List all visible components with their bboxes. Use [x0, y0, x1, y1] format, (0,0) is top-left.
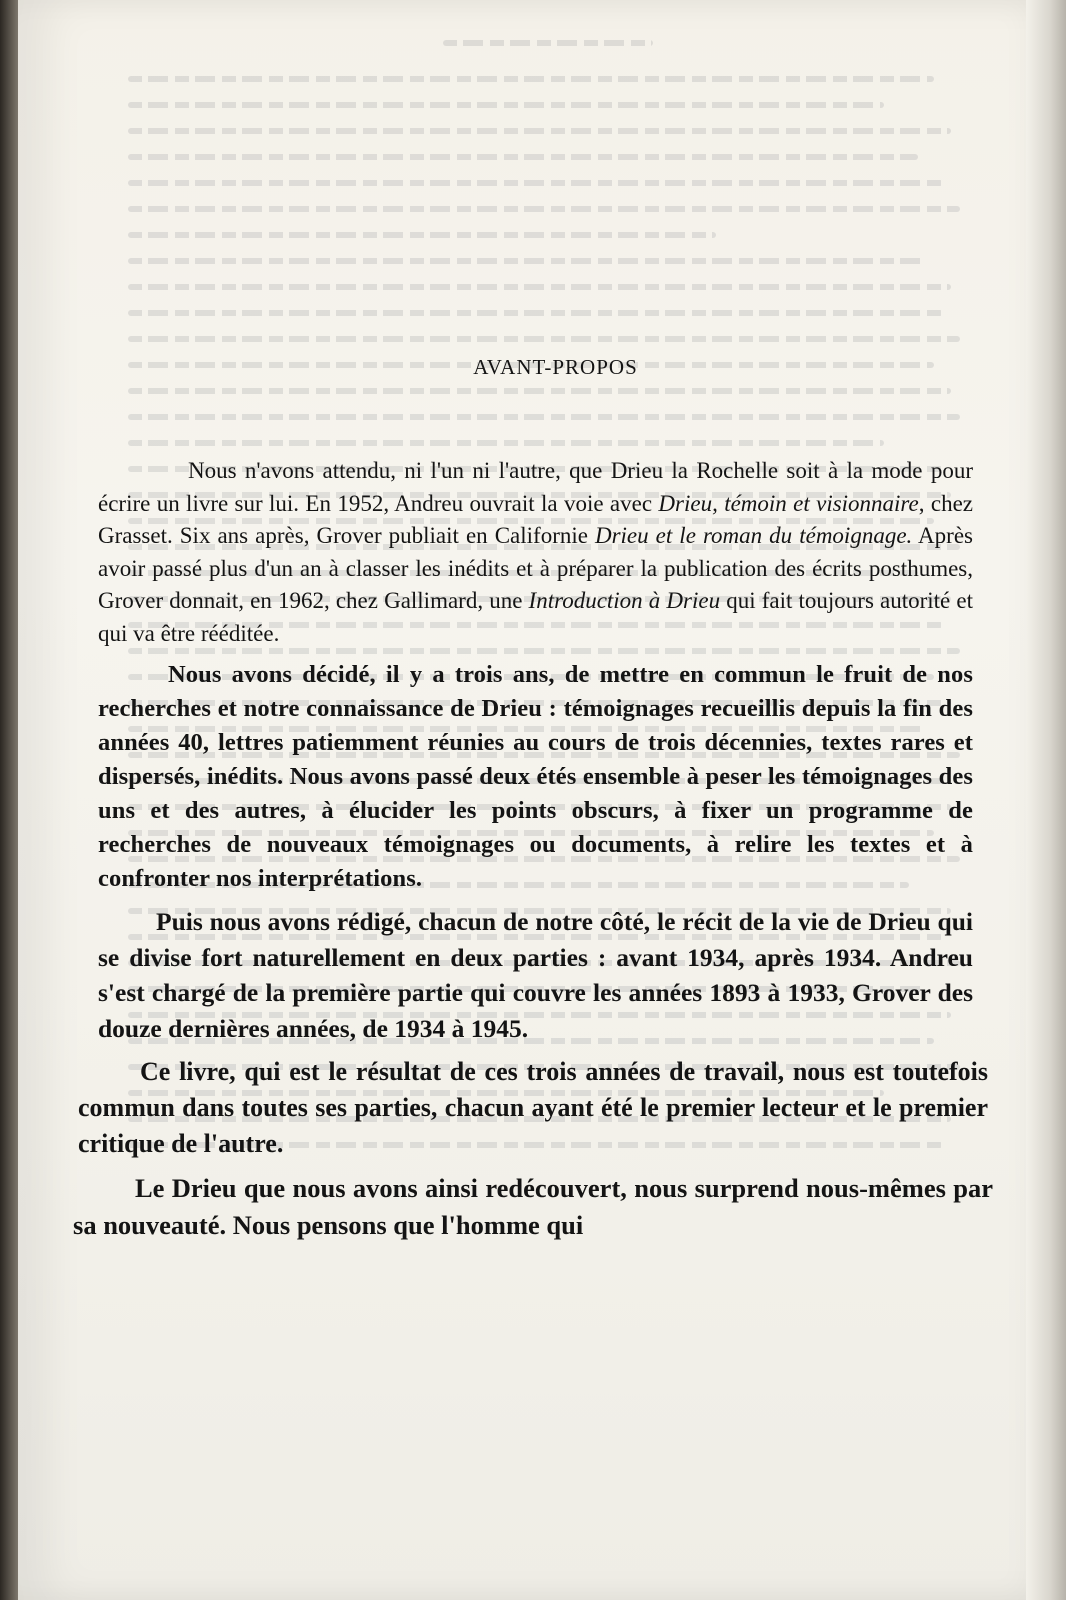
- paragraph-1-text-4: qui fait toujours autorité et qui va être rééditée.: [98, 588, 973, 646]
- paragraph-1-text-1: Nous n'avons attendu, ni l'un ni l'autre, que Drieu la Rochelle soit à la mode pour écrire un livre sur lui. En 1952, Andreu ouvrait la voie avec: [98, 458, 973, 516]
- paragraph-3: Puis nous avons rédigé, chacun de notre côté, le récit de la vie de Drieu qui se divise fort naturellement en deux parties : avant 1934, après 1934. Andreu s'est chargé de la première partie qui couvre les années 1893 à 1933, Grover des douze dernières années, de 1934 à 1945.: [98, 907, 973, 1043]
- paragraph-2: Nous avons décidé, il y a trois ans, de mettre en commun le fruit de nos recherches et notre connaissance de Drieu : témoignages recueillis depuis la fin des années 40, lettres patiemment réunies au cours de trois décennies, textes rares et dispersés, inédits. Nous avons passé deux étés ensemble à peser les témoignages des uns et des autres, à élucider les points obscurs, à fixer un programme de recherches de nouveaux témoignages ou documents, à relire les textes et à confronter nos interprétations.: [98, 661, 973, 892]
- page-edge-right: [1026, 0, 1066, 1600]
- paragraph-4: Ce livre, qui est le résultat de ces trois années de travail, nous est toutefois commun dans toutes ses parties, chacun ayant été le premier lecteur et le premier critique de l'autre.: [78, 1057, 988, 1158]
- book-page: [18, 0, 1048, 1600]
- book-title-temoin-et-visionnaire: Drieu, témoin et visionnaire: [658, 490, 919, 516]
- book-title-introduction-a-drieu: Introduction à Drieu: [528, 588, 721, 613]
- paragraph-1-text-2: , chez Grasset. Six ans après, Grover publiait en Californie: [98, 490, 973, 548]
- paragraph-5: Le Drieu que nous avons ainsi redécouvert, nous surprend nous-mêmes par sa nouveauté. Nous pensons que l'homme qui: [73, 1173, 993, 1240]
- book-title-roman-du-temoignage: Drieu et le roman du témoignage.: [594, 523, 913, 548]
- page-title: AVANT-PROPOS: [473, 355, 638, 379]
- page-content: [73, 355, 993, 1252]
- paragraph-1: [98, 455, 973, 650]
- paragraph-1-text-3: Après avoir passé plus d'un an à classer les inédits et à préparer la publication des écrits posthumes, Grover donnait, en 1962, chez Gallimard, une: [98, 523, 973, 613]
